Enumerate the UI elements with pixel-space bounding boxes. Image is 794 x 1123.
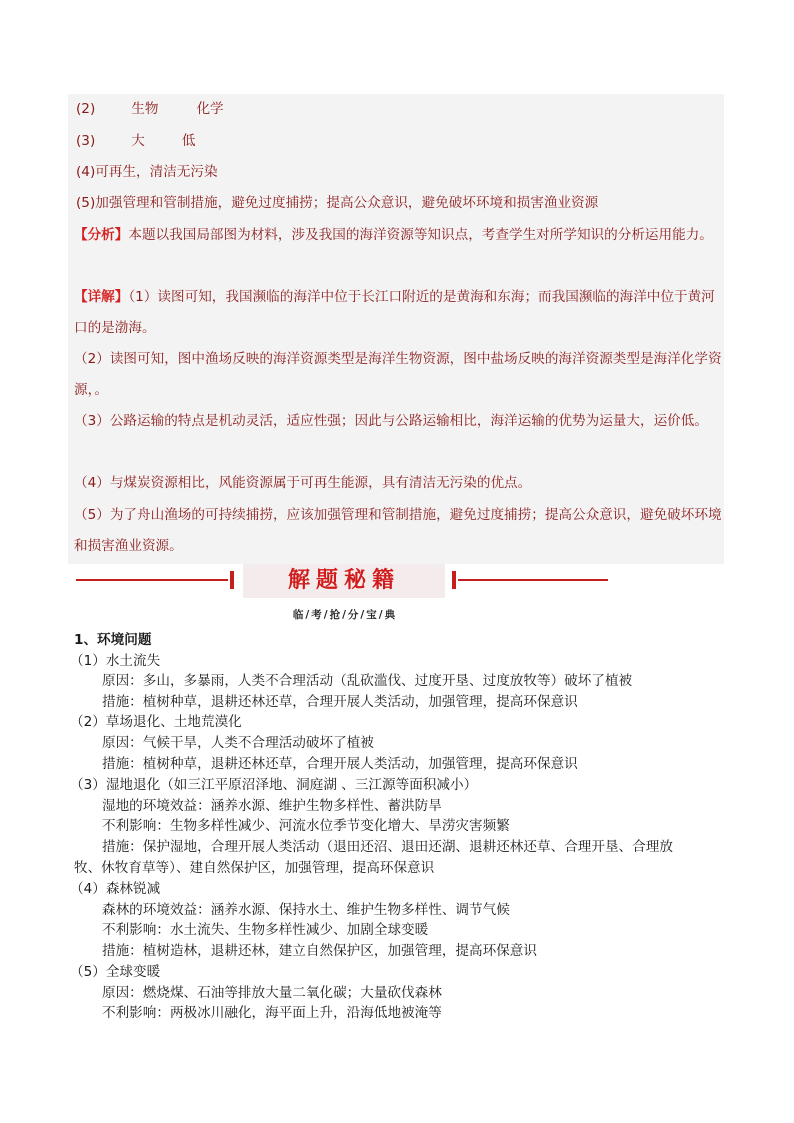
answer-2-x: 生物 [131, 101, 159, 117]
answer-5: (5)加强管理和管制措施，避免过度捕捞；提高公众意识，避免破坏环境和损害渔业资源 [76, 195, 599, 211]
analysis-text: 本题以我国局部图为材料，涉及我国的海洋资源等知识点，考查学生对所学知识的分析运用能力。 [128, 227, 713, 243]
s5-title: （5）全球变暖 [70, 964, 161, 980]
notes-heading: 1、环境问题 [74, 632, 152, 648]
s4-benefit: 森林的环境效益：涵养水源、保持水土、维护生物多样性、调节气候 [102, 902, 510, 918]
s3-measure-line2: 牧、休牧育草等）、建自然保护区，加强管理，提高环保意识 [74, 860, 435, 876]
s3-benefit: 湿地的环境效益：涵养水源、维护生物多样性、蓄洪防旱 [102, 798, 442, 814]
s3-measure-line1: 措施：保护湿地，合理开展人类活动（退田还沼、退田还湖、退耕还林还草、合理开垦、合理放 [102, 839, 673, 855]
detail-paragraph-3: （3）公路运输的特点是机动灵活，适应性强；因此与公路运输相比，海洋运输的优势为运量大，运价低。 [74, 413, 708, 429]
answer-3-num: (3) [76, 133, 96, 149]
detail-paragraph-4: （4）与煤炭资源相比，风能资源属于可再生能源，具有清洁无污染的优点。 [74, 475, 532, 491]
answer-2-y: 化学 [196, 101, 224, 117]
s4-impact: 不利影响：水土流失、生物多样性减少、加剧全球变暖 [102, 922, 429, 938]
banner-subtitle: 临/考/抢/分/宝/典 [292, 609, 398, 621]
s1-title: （1）水土流失 [70, 653, 161, 669]
banner-title: 解题秘籍 [287, 568, 400, 593]
analysis-paragraph [74, 220, 724, 251]
s5-reason: 原因：燃烧煤、石油等排放大量二氧化碳；大量砍伐森林 [102, 985, 442, 1001]
s2-measure: 措施：植树种草，退耕还林还草，合理开展人类活动，加强管理，提高环保意识 [102, 756, 578, 772]
banner-right-rule [458, 579, 608, 581]
detail-p1-text: （1）读图可知，我国濒临的海洋中位于长江口附近的是黄海和东海；而我国濒临的海洋中位于黄河口的是渤海。 [74, 289, 715, 336]
detail-paragraph-1 [74, 282, 724, 344]
detail-paragraph-2: （2）读图可知，图中渔场反映的海洋资源类型是海洋生物资源，图中盐场反映的海洋资源类型是海洋化学资源，。 [74, 351, 722, 398]
s4-measure: 措施：植树造林，退耕还林，建立自然保护区，加强管理，提高环保意识 [102, 943, 537, 959]
answer-3-y: 低 [181, 133, 196, 149]
detail-paragraph-5: （5）为了舟山渔场的可持续捕捞，应该加强管理和管制措施，避免过度捕捞；提高公众意识，避免破坏环境和损害渔业资源。 [74, 507, 722, 554]
s2-reason: 原因：气候干旱，人类不合理活动破坏了植被 [102, 735, 374, 751]
s1-measure: 措施：植树种草，退耕还林还草，合理开展人类活动，加强管理，提高环保意识 [102, 694, 578, 710]
answer-2 [76, 100, 224, 118]
answer-4: (4)可再生，清洁无污染 [76, 164, 218, 180]
answer-3 [76, 132, 195, 150]
s3-impact: 不利影响：生物多样性减少、河流水位季节变化增大、旱涝灾害频繁 [102, 818, 510, 834]
s1-reason: 原因：多山，多暴雨，人类不合理活动（乱砍滥伐、过度开垦、过度放牧等）破坏了植被 [102, 673, 633, 689]
banner-left-rule [76, 579, 228, 581]
answer-3-x: 大 [131, 133, 145, 149]
detail-tag: 【详解】 [74, 289, 129, 305]
answer-2-num: (2) [76, 101, 96, 117]
s4-title: （4）森林锐减 [70, 881, 161, 897]
banner-left-cap [230, 571, 234, 589]
s3-title: （3）湿地退化（如三江平原沼泽地、洞庭湖 、三江源等面积减小） [70, 777, 478, 793]
analysis-tag: 【分析】 [74, 227, 129, 243]
s5-impact: 不利影响：两极冰川融化，海平面上升，沿海低地被淹等 [102, 1005, 442, 1021]
s2-title: （2）草场退化、土地荒漠化 [70, 714, 242, 730]
banner-right-cap [452, 571, 456, 589]
